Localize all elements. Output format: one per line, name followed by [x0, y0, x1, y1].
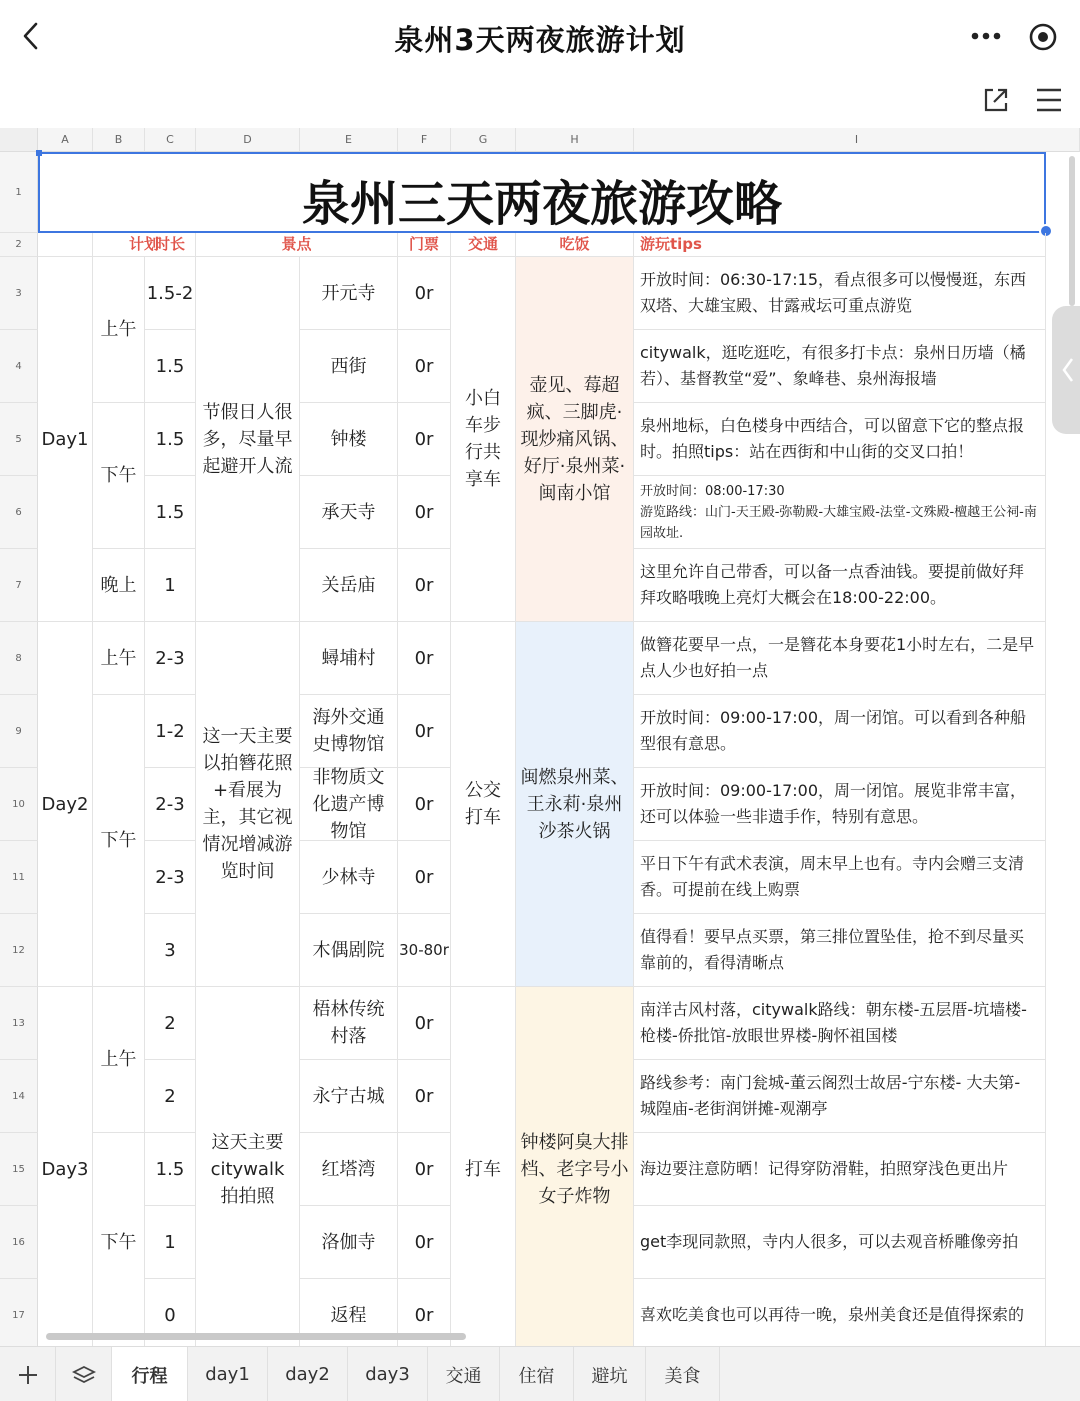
food-cell[interactable]: 闽燃泉州菜、王永莉·泉州沙茶火锅	[516, 622, 634, 987]
day-label[interactable]: Day2	[38, 622, 93, 987]
period-label[interactable]: 下午	[93, 1133, 145, 1346]
food-cell[interactable]: 钟楼阿臭大排档、老字号小女子炸物	[516, 987, 634, 1346]
duration-cell[interactable]: 2	[145, 987, 196, 1060]
share-external-icon[interactable]	[980, 84, 1012, 116]
spot-cell[interactable]: 梧林传统村落	[300, 987, 398, 1060]
header-plan[interactable]: 计划	[93, 233, 196, 257]
ticket-cell[interactable]: 0r	[398, 549, 451, 622]
horizontal-scrollbar[interactable]	[46, 1333, 466, 1340]
tab-food[interactable]: 美食	[646, 1347, 720, 1401]
food-cell[interactable]: 壶见、莓超疯、三脚虎·现炒痛风锅、好厅·泉州菜·闽南小馆	[516, 257, 634, 622]
ticket-cell[interactable]: 0r	[398, 476, 451, 549]
spot-cell[interactable]: 红塔湾	[300, 1133, 398, 1206]
header-spot[interactable]: 景点	[196, 233, 398, 257]
ticket-cell[interactable]: 0r	[398, 695, 451, 768]
row-header[interactable]: 10	[0, 768, 38, 841]
transport-cell[interactable]: 打车	[451, 987, 516, 1346]
ticket-cell[interactable]: 0r	[398, 1206, 451, 1279]
tips-cell[interactable]: citywalk，逛吃逛吃，有很多打卡点：泉州日历墙（橘若）、基督教堂“爱”、象峰巷、泉州海报墙	[634, 330, 1046, 403]
ticket-cell[interactable]: 0r	[398, 841, 451, 914]
row-header[interactable]: 14	[0, 1060, 38, 1133]
tab-day2[interactable]: day2	[268, 1347, 348, 1401]
duration-cell[interactable]: 1-2	[145, 695, 196, 768]
spot-cell[interactable]: 永宁古城	[300, 1060, 398, 1133]
top-nav-bar	[0, 0, 1080, 78]
tab-transport[interactable]: 交通	[428, 1347, 500, 1401]
sheet-tabs-bar	[0, 1346, 1080, 1401]
duration-cell[interactable]: 1.5-2	[145, 257, 196, 330]
day-note-cell[interactable]: 节假日人很多，尽量早起避开人流	[196, 257, 300, 622]
column-header[interactable]: E	[300, 128, 398, 152]
close-mini-program-icon[interactable]	[1026, 20, 1060, 54]
duration-cell[interactable]: 3	[145, 914, 196, 987]
transport-cell[interactable]: 公交打车	[451, 622, 516, 987]
day-label[interactable]: Day3	[38, 987, 93, 1346]
transport-cell[interactable]: 小白车步行共享车	[451, 257, 516, 622]
row-header[interactable]: 11	[0, 841, 38, 914]
chevron-left-icon	[1061, 355, 1075, 385]
ticket-cell[interactable]: 0r	[398, 403, 451, 476]
tips-cell[interactable]: 泉州地标，白色楼身中西结合，可以留意下它的整点报时。拍照tips：站在西街和中山街的交叉口拍！	[634, 403, 1046, 476]
ticket-cell[interactable]: 0r	[398, 1060, 451, 1133]
row-header[interactable]: 4	[0, 330, 38, 403]
row-header[interactable]: 6	[0, 476, 38, 549]
ticket-cell[interactable]: 0r	[398, 1279, 451, 1346]
spot-cell[interactable]: 木偶剧院	[300, 914, 398, 987]
duration-cell[interactable]: 2-3	[145, 768, 196, 841]
vertical-scrollbar[interactable]	[1069, 156, 1075, 306]
tips-cell[interactable]: 海边要注意防晒！记得穿防滑鞋，拍照穿浅色更出片	[634, 1133, 1046, 1206]
header-transport[interactable]: 交通	[451, 233, 516, 257]
spot-cell[interactable]: 洛伽寺	[300, 1206, 398, 1279]
sheet-title-cell[interactable]: 泉州三天两夜旅游攻略	[38, 152, 1046, 233]
period-label[interactable]: 上午	[93, 622, 145, 695]
row-header[interactable]: 15	[0, 1133, 38, 1206]
tips-cell[interactable]: 路线参考：南门瓮城-董云阁烈士故居-宁东楼- 大夫第- 城隍庙-老街润饼摊-观潮亭	[634, 1060, 1046, 1133]
row-header[interactable]: 7	[0, 549, 38, 622]
tips-cell[interactable]: 开放时间：09:00-17:00，周一闭馆。可以看到各种船型很有意思。	[634, 695, 1046, 768]
column-header[interactable]: G	[451, 128, 516, 152]
tips-cell[interactable]: 开放时间：06:30-17:15，看点很多可以慢慢逛，东西双塔、大雄宝殿、甘露戒坛可重点游览	[634, 257, 1046, 330]
column-header[interactable]: A	[38, 128, 93, 152]
side-panel-toggle[interactable]	[1052, 306, 1080, 434]
tips-cell[interactable]: 开放时间：09:00-17:00，周一闭馆。展览非常丰富，还可以体验一些非遗手作，特别有意思。	[634, 768, 1046, 841]
day-note-cell[interactable]: 这一天主要以拍簪花照+看展为主，其它视情况增减游览时间	[196, 622, 300, 987]
header-duration[interactable]: 时长	[145, 233, 196, 257]
more-options-icon[interactable]	[968, 26, 1004, 46]
spot-cell[interactable]: 少林寺	[300, 841, 398, 914]
row-header[interactable]: 1	[0, 152, 38, 233]
row-header[interactable]: 12	[0, 914, 38, 987]
tab-lodging[interactable]: 住宿	[500, 1347, 574, 1401]
select-all-corner[interactable]	[0, 128, 38, 152]
duration-cell[interactable]: 1.5	[145, 1133, 196, 1206]
tips-cell[interactable]: 开放时间：08:00-17:30 游览路线：山门-天王殿-弥勒殿-大雄宝殿-法堂-文殊殿-檀越王公祠-南园故址.	[634, 476, 1046, 549]
add-sheet-icon[interactable]	[0, 1347, 56, 1401]
column-header[interactable]: B	[93, 128, 145, 152]
duration-cell[interactable]: 1.5	[145, 403, 196, 476]
day-note-cell[interactable]: 这天主要citywalk拍拍照	[196, 987, 300, 1346]
doc-toolbar	[0, 78, 1080, 130]
page-title: 泉州3天两夜旅游计划	[394, 23, 686, 57]
duration-cell[interactable]: 1	[145, 549, 196, 622]
column-header[interactable]: H	[516, 128, 634, 152]
ticket-cell[interactable]: 0r	[398, 1133, 451, 1206]
period-label[interactable]: 晚上	[93, 549, 145, 622]
ticket-cell[interactable]: 0r	[398, 330, 451, 403]
duration-cell[interactable]: 0	[145, 1279, 196, 1346]
ticket-cell[interactable]: 0r	[398, 768, 451, 841]
spot-cell[interactable]: 非物质文化遗产博物馆	[300, 768, 398, 841]
layers-icon[interactable]	[56, 1347, 112, 1401]
spot-cell[interactable]: 西街	[300, 330, 398, 403]
period-label[interactable]: 下午	[93, 695, 145, 987]
row-header[interactable]: 8	[0, 622, 38, 695]
row-header[interactable]: 17	[0, 1279, 38, 1346]
spot-cell[interactable]: 蟳埔村	[300, 622, 398, 695]
ticket-cell[interactable]: 30-80r	[398, 914, 451, 987]
spot-cell[interactable]: 返程	[300, 1279, 398, 1346]
row-header[interactable]: 3	[0, 257, 38, 330]
spot-cell[interactable]: 海外交通史博物馆	[300, 695, 398, 768]
row-header[interactable]: 2	[0, 233, 38, 257]
header-tips[interactable]: 游玩tips	[634, 233, 1046, 257]
header-food[interactable]: 吃饭	[516, 233, 634, 257]
duration-cell[interactable]: 2-3	[145, 622, 196, 695]
tab-day3[interactable]: day3	[348, 1347, 428, 1401]
column-header[interactable]: F	[398, 128, 451, 152]
spreadsheet-grid[interactable]	[0, 128, 1080, 1346]
row-header[interactable]: 5	[0, 403, 38, 476]
column-header[interactable]: D	[196, 128, 300, 152]
tips-cell[interactable]: 喜欢吃美食也可以再待一晚，泉州美食还是值得探索的	[634, 1279, 1046, 1346]
row-header[interactable]: 13	[0, 987, 38, 1060]
selection-corner	[36, 150, 42, 156]
tips-cell[interactable]: 南洋古风村落，citywalk路线：朝东楼-五层厝-坑墙楼-枪楼-侨批馆-放眼世界楼-胸怀祖国楼	[634, 987, 1046, 1060]
duration-cell[interactable]: 1	[145, 1206, 196, 1279]
duration-cell[interactable]: 2	[145, 1060, 196, 1133]
ticket-cell[interactable]: 0r	[398, 257, 451, 330]
header-blank[interactable]	[38, 233, 93, 257]
spot-cell[interactable]: 开元寺	[300, 257, 398, 330]
row-header[interactable]: 16	[0, 1206, 38, 1279]
day-label[interactable]: Day1	[38, 257, 93, 622]
spot-cell[interactable]: 钟楼	[300, 403, 398, 476]
spot-cell[interactable]: 关岳庙	[300, 549, 398, 622]
column-header[interactable]: C	[145, 128, 196, 152]
duration-cell[interactable]: 2-3	[145, 841, 196, 914]
header-ticket[interactable]: 门票	[398, 233, 451, 257]
ticket-cell[interactable]: 0r	[398, 987, 451, 1060]
hamburger-menu-icon[interactable]	[1034, 86, 1064, 114]
period-label[interactable]: 上午	[93, 257, 145, 403]
tips-cell[interactable]: get李现同款照，寺内人很多，可以去观音桥雕像旁拍	[634, 1206, 1046, 1279]
tab-day1[interactable]: day1	[188, 1347, 268, 1401]
duration-cell[interactable]: 1.5	[145, 476, 196, 549]
ticket-cell[interactable]: 0r	[398, 622, 451, 695]
duration-cell[interactable]: 1.5	[145, 330, 196, 403]
column-header[interactable]: I	[634, 128, 1080, 152]
period-label[interactable]: 下午	[93, 403, 145, 549]
tab-itinerary[interactable]: 行程	[112, 1347, 188, 1401]
tips-cell[interactable]: 做簪花要早一点，一是簪花本身要花1小时左右，二是早点人少也好拍一点	[634, 622, 1046, 695]
spot-cell[interactable]: 承天寺	[300, 476, 398, 549]
tips-cell[interactable]: 这里允许自己带香，可以备一点香油钱。要提前做好拜拜攻略哦晚上亮灯大概会在18:00-22:00。	[634, 549, 1046, 622]
tips-cell[interactable]: 值得看！要早点买票，第三排位置坠佳，抢不到尽量买靠前的，看得清晰点	[634, 914, 1046, 987]
period-label[interactable]: 上午	[93, 987, 145, 1133]
tips-cell[interactable]: 平日下午有武术表演，周末早上也有。寺内会赠三支清香。可提前在线上购票	[634, 841, 1046, 914]
row-header[interactable]: 9	[0, 695, 38, 768]
tab-pitfalls[interactable]: 避坑	[574, 1347, 646, 1401]
